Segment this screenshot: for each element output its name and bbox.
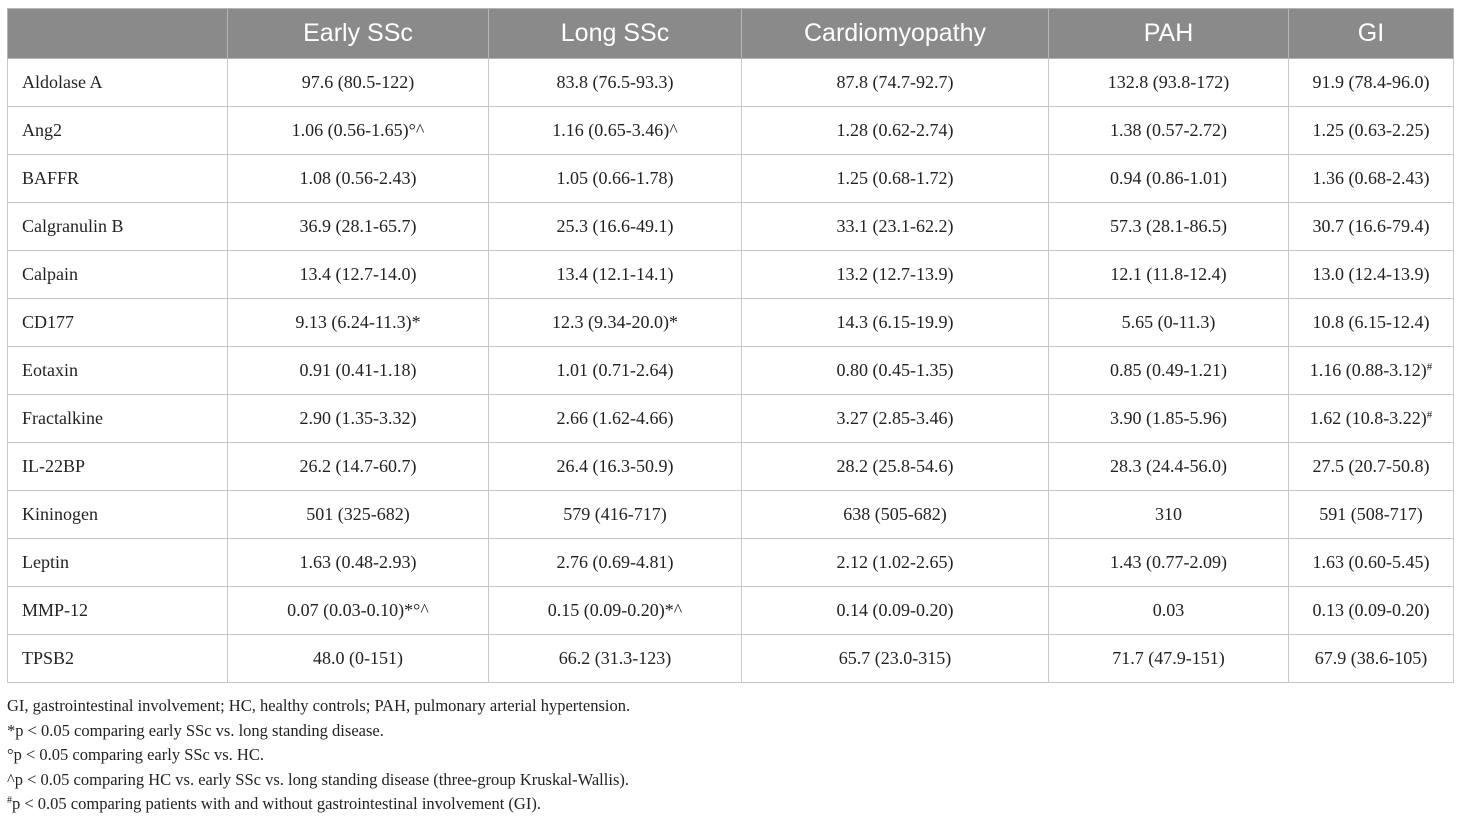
cell-value: 1.36 (0.68-2.43) bbox=[1312, 168, 1430, 188]
table-cell bbox=[228, 443, 489, 491]
row-label: MMP-12 bbox=[8, 587, 228, 635]
table-cell bbox=[489, 203, 742, 251]
cell-value: 26.4 (16.3-50.9) bbox=[556, 456, 674, 476]
footnote-text: GI, gastrointestinal involvement; HC, healthy controls; PAH, pulmonary arterial hypertension. bbox=[7, 696, 631, 715]
table-cell bbox=[228, 203, 489, 251]
table-cell bbox=[489, 107, 742, 155]
table-cell bbox=[742, 251, 1049, 299]
cell-value: 57.3 (28.1-86.5) bbox=[1110, 216, 1227, 236]
table-cell bbox=[1049, 59, 1289, 107]
cell-value: 591 (508-717) bbox=[1319, 504, 1423, 524]
row-label: Fractalkine bbox=[8, 395, 228, 443]
cell-value: 13.4 (12.7-14.0) bbox=[299, 264, 417, 284]
row-label: Kininogen bbox=[8, 491, 228, 539]
table-cell bbox=[489, 635, 742, 683]
table-cell bbox=[489, 491, 742, 539]
cell-value: 1.28 (0.62-2.74) bbox=[836, 120, 954, 140]
table-row bbox=[8, 443, 1454, 491]
table-cell bbox=[742, 155, 1049, 203]
cell-value: 310 bbox=[1155, 504, 1182, 524]
cell-value: 13.4 (12.1-14.1) bbox=[556, 264, 674, 284]
footnote-text: °p < 0.05 comparing early SSc vs. HC. bbox=[7, 745, 264, 765]
cell-value: 1.43 (0.77-2.09) bbox=[1110, 552, 1227, 572]
footnote bbox=[7, 694, 1453, 719]
table-row bbox=[8, 203, 1454, 251]
table-row bbox=[8, 635, 1454, 683]
table-footnotes bbox=[7, 694, 1453, 817]
cell-value: 9.13 (6.24-11.3)* bbox=[295, 312, 421, 332]
cell-value: 1.25 (0.68-1.72) bbox=[836, 168, 954, 188]
table-cell bbox=[742, 299, 1049, 347]
cell-value: 5.65 (0-11.3) bbox=[1121, 312, 1216, 332]
table-row bbox=[8, 587, 1454, 635]
table-cell bbox=[489, 443, 742, 491]
table-cell bbox=[228, 107, 489, 155]
cell-value: 10.8 (6.15-12.4) bbox=[1312, 312, 1430, 332]
table-cell bbox=[1049, 539, 1289, 587]
cell-value: 30.7 (16.6-79.4) bbox=[1312, 216, 1430, 236]
table-cell bbox=[1049, 635, 1289, 683]
cell-value: 28.2 (25.8-54.6) bbox=[836, 456, 954, 476]
table-cell bbox=[489, 59, 742, 107]
table-body bbox=[8, 59, 1454, 683]
cell-value: 501 (325-682) bbox=[306, 504, 410, 524]
cell-value: 26.2 (14.7-60.7) bbox=[299, 456, 417, 476]
cell-value: 0.94 (0.86-1.01) bbox=[1110, 168, 1227, 188]
table-cell bbox=[228, 635, 489, 683]
cell-value: 0.91 (0.41-1.18) bbox=[299, 360, 417, 380]
cell-value: 12.1 (11.8-12.4) bbox=[1110, 264, 1227, 284]
table-cell bbox=[1049, 395, 1289, 443]
cell-value: 25.3 (16.6-49.1) bbox=[556, 216, 674, 236]
cell-value: 71.7 (47.9-151) bbox=[1112, 648, 1225, 668]
table-cell bbox=[1289, 491, 1454, 539]
cell-value: 1.25 (0.63-2.25) bbox=[1312, 120, 1430, 140]
table-cell bbox=[1049, 587, 1289, 635]
table-cell bbox=[1049, 107, 1289, 155]
table-cell bbox=[742, 107, 1049, 155]
table-cell bbox=[1289, 299, 1454, 347]
cell-value: 1.08 (0.56-2.43) bbox=[299, 168, 417, 188]
cell-value: 0.80 (0.45-1.35) bbox=[836, 360, 954, 380]
footnote bbox=[7, 743, 1453, 768]
cell-value: 27.5 (20.7-50.8) bbox=[1312, 456, 1430, 476]
cell-value: 3.27 (2.85-3.46) bbox=[836, 408, 954, 428]
table-cell bbox=[1289, 347, 1454, 395]
table-cell bbox=[489, 347, 742, 395]
footnote bbox=[7, 768, 1453, 793]
table-row bbox=[8, 59, 1454, 107]
cell-value: 1.63 (0.48-2.93) bbox=[299, 552, 417, 572]
table-cell bbox=[742, 539, 1049, 587]
row-label: TPSB2 bbox=[8, 635, 228, 683]
cell-value: 0.14 (0.09-0.20) bbox=[836, 600, 954, 620]
table-cell bbox=[489, 587, 742, 635]
table-cell bbox=[489, 155, 742, 203]
footnote-mark: # bbox=[7, 795, 12, 807]
table-cell bbox=[742, 347, 1049, 395]
cell-value: 0.13 (0.09-0.20) bbox=[1312, 600, 1430, 620]
cell-value: 65.7 (23.0-315) bbox=[838, 648, 952, 668]
cell-value: 579 (416-717) bbox=[563, 504, 667, 524]
table-cell bbox=[742, 59, 1049, 107]
header-cell-cardiomyopathy: Cardiomyopathy bbox=[742, 9, 1049, 59]
table-cell bbox=[1049, 251, 1289, 299]
table-row bbox=[8, 539, 1454, 587]
table-cell bbox=[742, 587, 1049, 635]
cell-value: 1.05 (0.66-1.78) bbox=[556, 168, 674, 188]
table-cell bbox=[228, 395, 489, 443]
cell-value: 87.8 (74.7-92.7) bbox=[836, 72, 954, 92]
cell-value: 2.76 (0.69-4.81) bbox=[556, 552, 674, 572]
header-cell-empty bbox=[8, 9, 228, 59]
table-cell bbox=[1049, 443, 1289, 491]
table-cell bbox=[742, 443, 1049, 491]
footnote bbox=[7, 719, 1453, 744]
row-label: IL-22BP bbox=[8, 443, 228, 491]
table-cell bbox=[1049, 347, 1289, 395]
cell-value: 1.16 (0.65-3.46)^ bbox=[552, 120, 678, 140]
cell-value: 2.90 (1.35-3.32) bbox=[299, 408, 417, 428]
table-cell bbox=[228, 347, 489, 395]
row-label: BAFFR bbox=[8, 155, 228, 203]
row-label: Leptin bbox=[8, 539, 228, 587]
cell-value: 13.2 (12.7-13.9) bbox=[836, 264, 954, 284]
cell-value: 132.8 (93.8-172) bbox=[1107, 72, 1230, 92]
table-cell bbox=[742, 491, 1049, 539]
cell-value: 33.1 (23.1-62.2) bbox=[836, 216, 954, 236]
table-cell bbox=[228, 155, 489, 203]
cell-value: 1.01 (0.71-2.64) bbox=[556, 360, 674, 380]
table-row bbox=[8, 299, 1454, 347]
header-cell-early-ssc: Early SSc bbox=[228, 9, 489, 59]
cell-value: 0.07 (0.03-0.10)*°^ bbox=[287, 600, 429, 620]
table-cell bbox=[1289, 587, 1454, 635]
cell-value: 2.12 (1.02-2.65) bbox=[836, 552, 954, 572]
table-cell bbox=[228, 59, 489, 107]
footnote-text: p < 0.05 comparing patients with and without gastrointestinal involvement (GI). bbox=[12, 794, 541, 814]
header-cell-pah: PAH bbox=[1049, 9, 1289, 59]
row-label: CD177 bbox=[8, 299, 228, 347]
row-label: Aldolase A bbox=[8, 59, 228, 107]
table-cell bbox=[1289, 443, 1454, 491]
table-cell bbox=[228, 251, 489, 299]
cell-value: 67.9 (38.6-105) bbox=[1314, 648, 1428, 668]
footnote-text: ^p < 0.05 comparing HC vs. early SSc vs. long standing disease (three-group Kruskal-Wallis). bbox=[7, 769, 629, 789]
cell-value: 3.90 (1.85-5.96) bbox=[1110, 408, 1227, 428]
cell-value: 97.6 (80.5-122) bbox=[301, 72, 415, 92]
table-cell bbox=[1289, 539, 1454, 587]
row-label: Calpain bbox=[8, 251, 228, 299]
table-cell bbox=[1049, 299, 1289, 347]
table-cell bbox=[1289, 251, 1454, 299]
table-cell bbox=[1289, 395, 1454, 443]
footnote bbox=[7, 792, 1453, 817]
table-cell bbox=[228, 539, 489, 587]
table-cell bbox=[1289, 107, 1454, 155]
table-row bbox=[8, 155, 1454, 203]
cell-value: 91.9 (78.4-96.0) bbox=[1312, 72, 1430, 92]
table-cell bbox=[1289, 203, 1454, 251]
table-row bbox=[8, 347, 1454, 395]
table-cell bbox=[228, 491, 489, 539]
table-row bbox=[8, 107, 1454, 155]
header-cell-gi: GI bbox=[1289, 9, 1454, 59]
biomarker-table bbox=[7, 8, 1454, 683]
cell-value: 1.38 (0.57-2.72) bbox=[1110, 120, 1227, 140]
significance-mark: # bbox=[1426, 361, 1433, 373]
cell-value: 1.16 (0.88-3.12) bbox=[1309, 360, 1427, 380]
cell-value: 28.3 (24.4-56.0) bbox=[1110, 456, 1227, 476]
cell-value: 36.9 (28.1-65.7) bbox=[299, 216, 417, 236]
table-header-row bbox=[8, 9, 1454, 59]
table-row bbox=[8, 251, 1454, 299]
table-cell bbox=[1289, 155, 1454, 203]
table-cell bbox=[489, 395, 742, 443]
row-label: Ang2 bbox=[8, 107, 228, 155]
table-cell bbox=[228, 587, 489, 635]
cell-value: 0.85 (0.49-1.21) bbox=[1110, 360, 1227, 380]
table-row bbox=[8, 395, 1454, 443]
table-cell bbox=[742, 635, 1049, 683]
table-cell bbox=[1049, 491, 1289, 539]
table-cell bbox=[1289, 635, 1454, 683]
cell-value: 48.0 (0-151) bbox=[313, 648, 403, 668]
table-cell bbox=[1049, 203, 1289, 251]
cell-value: 13.0 (12.4-13.9) bbox=[1312, 264, 1430, 284]
cell-value: 83.8 (76.5-93.3) bbox=[556, 72, 674, 92]
table-cell bbox=[228, 299, 489, 347]
table-cell bbox=[1049, 155, 1289, 203]
row-label: Calgranulin B bbox=[8, 203, 228, 251]
cell-value: 2.66 (1.62-4.66) bbox=[556, 408, 674, 428]
cell-value: 66.2 (31.3-123) bbox=[558, 648, 672, 668]
cell-value: 1.63 (0.60-5.45) bbox=[1312, 552, 1430, 572]
table-cell bbox=[742, 203, 1049, 251]
significance-mark: # bbox=[1426, 409, 1433, 421]
table-cell bbox=[489, 299, 742, 347]
cell-value: 1.62 (10.8-3.22) bbox=[1309, 408, 1427, 428]
results-table-container bbox=[7, 8, 1453, 683]
header-cell-long-ssc: Long SSc bbox=[489, 9, 742, 59]
table-cell bbox=[489, 251, 742, 299]
table-cell bbox=[489, 539, 742, 587]
table-cell bbox=[742, 395, 1049, 443]
cell-value: 14.3 (6.15-19.9) bbox=[836, 312, 954, 332]
cell-value: 0.15 (0.09-0.20)*^ bbox=[547, 600, 683, 620]
cell-value: 12.3 (9.34-20.0)* bbox=[552, 312, 678, 332]
table-cell bbox=[1289, 59, 1454, 107]
cell-value: 1.06 (0.56-1.65)°^ bbox=[291, 120, 425, 140]
cell-value: 0.03 bbox=[1152, 600, 1185, 620]
footnote-text: *p < 0.05 comparing early SSc vs. long standing disease. bbox=[7, 720, 384, 740]
row-label: Eotaxin bbox=[8, 347, 228, 395]
table-row bbox=[8, 491, 1454, 539]
cell-value: 638 (505-682) bbox=[843, 504, 947, 524]
